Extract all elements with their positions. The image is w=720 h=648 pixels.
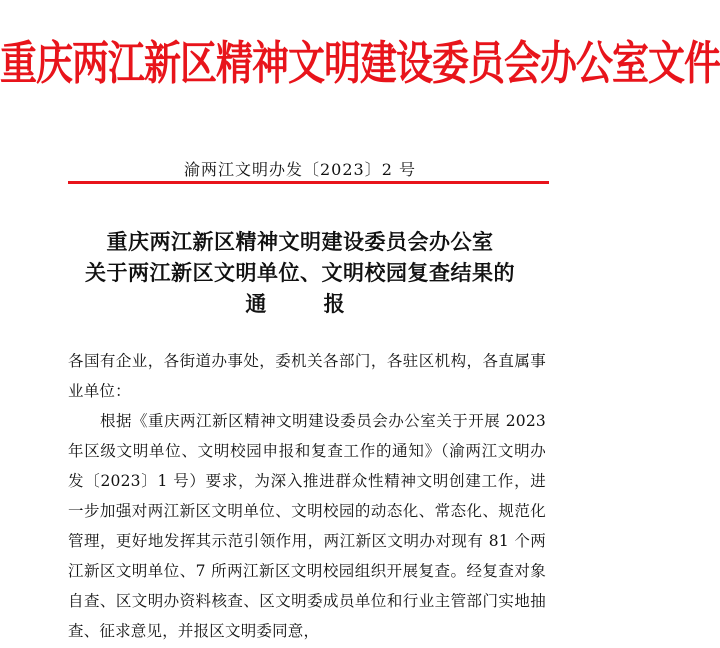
document-number: 渝两江文明办发〔2023〕2 号 — [184, 160, 416, 179]
title-line-1: 重庆两江新区精神文明建设委员会办公室 — [106, 229, 494, 254]
salutation: 各国有企业，各街道办事处，委机关各部门，各驻区机构，各直属事业单位： — [68, 352, 546, 400]
red-divider-rule — [68, 181, 549, 184]
document-title — [0, 226, 600, 319]
document-masthead: 重庆两江新区精神文明建设委员会办公室文件 — [0, 35, 720, 90]
title-line-2: 关于两江新区文明单位、文明校园复查结果的 — [85, 260, 515, 285]
body-paragraph: 根据《重庆两江新区精神文明建设委员会办公室关于开展 2023 年区级文明单位、文明校园申报和复查工作的通知》（渝两江文明办发〔2023〕1 号）要求，为深入推进群众性精神文明创建工作，进一步加强对两江新区文明单位、文明校园的动态化、常态化、规范化管理，更好地发挥其示范引领作用，两江新区文明办对现有 81 个两江新区文明单位、7 所两江新区文明校园组织开展复查。经复查对象自查、区文明办资料核查、区文明委成员单位和行业主管部门实地抽查、征求意见，并报区文明委同意， — [68, 412, 546, 640]
document-body — [68, 346, 546, 646]
title-line-3: 通 报 — [245, 291, 355, 316]
